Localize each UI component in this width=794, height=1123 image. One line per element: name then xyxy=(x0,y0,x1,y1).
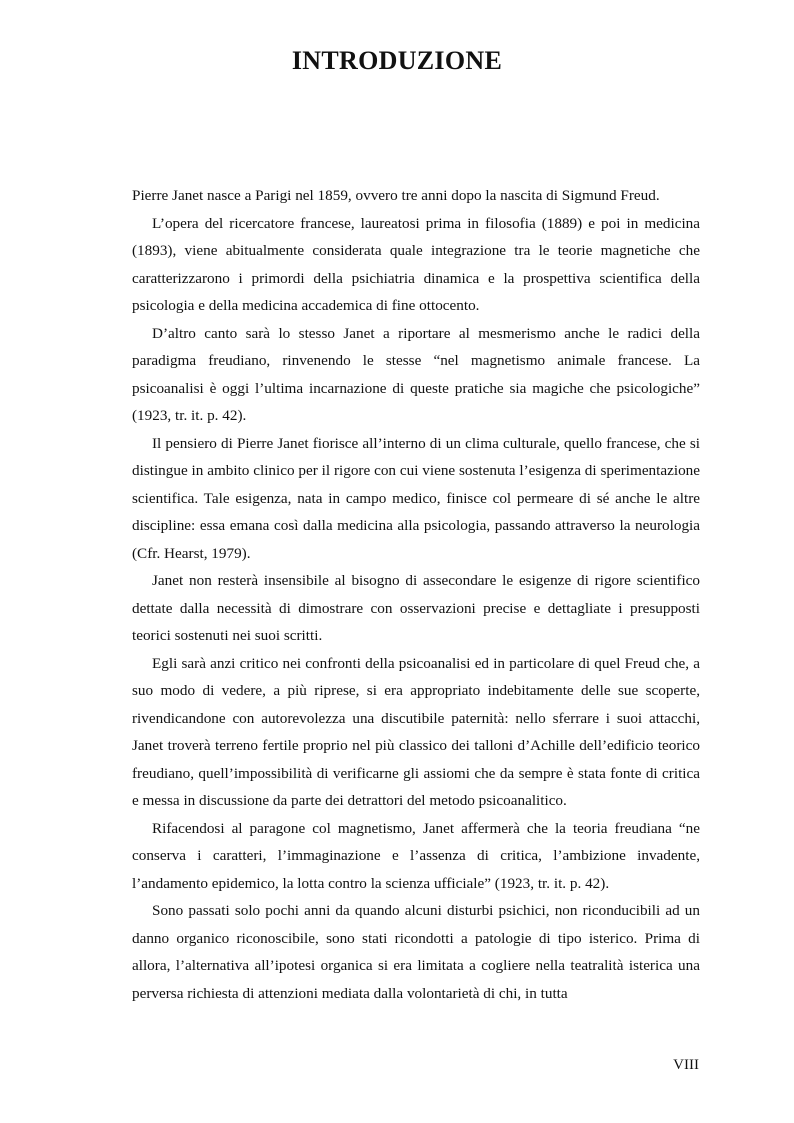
paragraph: L’opera del ricercatore francese, laureatosi prima in filosofia (1889) e poi in medicina (1893), viene abitualmente considerata quale integrazione tra le teorie magnetiche che caratterizzarono i primordi della psichiatria dinamica e la prospettiva scientifica della psicologia e della medicina accademica di fine ottocento. xyxy=(132,214,700,314)
paragraph: Egli sarà anzi critico nei confronti della psicoanalisi ed in particolare di quel Freud che, a suo modo di vedere, a più riprese, si era appropriato indebitamente delle sue scoperte, rivendicandone con autorevolezza una discutibile paternità: nello sferrare i suoi attacchi, Janet troverà terreno fertile proprio nel più classico dei talloni d’Achille dell’edificio teorico freudiano, quell’impossibilità di verificarne gli assiomi che da sempre è stata fonte di critica e messa in discussione da parte dei detrattori del metodo psicoanalitico. xyxy=(132,654,700,809)
paragraph: Rifacendosi al paragone col magnetismo, Janet affermerà che la teoria freudiana “ne conserva i caratteri, l’immaginazione e l’assenza di critica, l’ambizione invadente, l’andamento epidemico, la lotta contro la scienza ufficiale” (1923, tr. it. p. 42). xyxy=(132,819,700,892)
paragraph: D’altro canto sarà lo stesso Janet a riportare al mesmerismo anche le radici della paradigma freudiano, rinvenendo le stesse “nel magnetismo animale francese. La psicoanalisi è oggi l’ultima incarnazione di queste pratiche sia magiche che psicologiche” (1923, tr. it. p. 42). xyxy=(132,324,700,424)
page-title: INTRODUZIONE xyxy=(291,46,503,75)
paragraph: Il pensiero di Pierre Janet fiorisce all’interno di un clima culturale, quello francese, che si distingue in ambito clinico per il rigore con cui viene sostenuta l’esigenza di sperimentazione scientifica. Tale esigenza, nata in campo medico, finisce col permeare di sé anche le altre discipline: essa emana così dalla medicina alla psicologia, passando attraverso la neurologia (Cfr. Hearst, 1979). xyxy=(132,434,700,562)
paragraph: Janet non resterà insensibile al bisogno di assecondare le esigenze di rigore scientifico dettate dalla necessità di dimostrare con osservazioni precise e dettagliate i presupposti teorici sostenuti nei suoi scritti. xyxy=(132,572,700,644)
page-number: VIII xyxy=(673,1057,699,1073)
paragraph: Pierre Janet nasce a Parigi nel 1859, ovvero tre anni dopo la nascita di Sigmund Freud. xyxy=(132,187,660,204)
body-text xyxy=(132,182,700,1007)
paragraph: Sono passati solo pochi anni da quando alcuni disturbi psichici, non riconducibili ad un danno organico riconoscibile, sono stati ricondotti a patologie di tipo isterico. Prima di allora, l’alternativa all’ipotesi organica si era limitata a cogliere nella teatralità isterica una perversa richiesta di attenzioni mediata dalla volontarietà di chi, in tutta xyxy=(132,902,700,1002)
